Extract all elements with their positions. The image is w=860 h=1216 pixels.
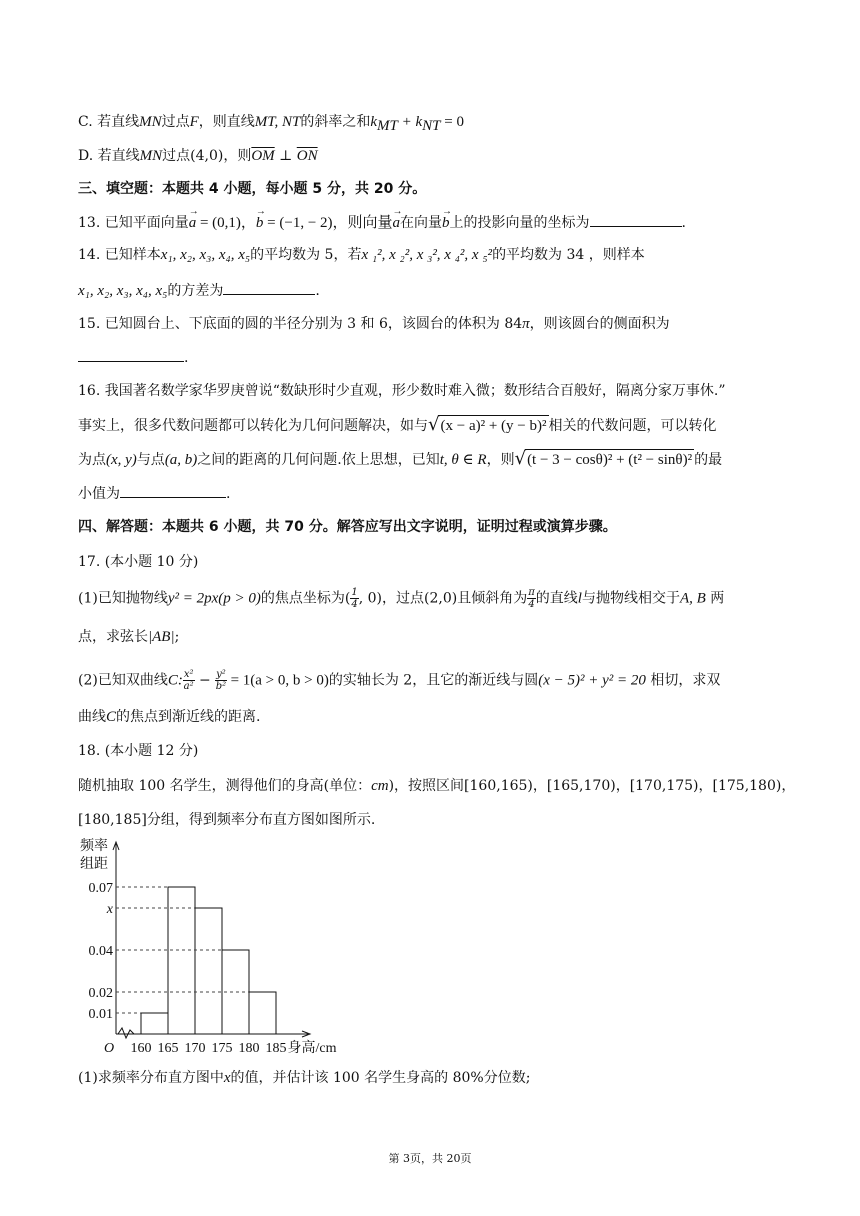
math: MN (139, 114, 162, 130)
y-tick-label: x (106, 902, 113, 917)
question-16-line2 (78, 415, 717, 436)
fraction: $\frac{\text{x²}}{\text{a²}}$ (183, 669, 194, 692)
text: ，过点(2,0)且倾斜角为 (382, 590, 528, 607)
text: D. 若直线 (78, 148, 140, 164)
text: 相关的代数问题，可以转化 (548, 418, 717, 434)
question-17: 17. (本小题 10 分) (78, 554, 199, 570)
sqrt-sign: √ (428, 414, 440, 435)
math: $\overline{OM}$ (251, 148, 275, 164)
math: (t − 3 − cosθ)² + (t² − sinθ)² (525, 449, 694, 470)
question-18-text (78, 776, 795, 796)
axis-break (118, 1028, 134, 1038)
math: = 0 (440, 114, 464, 130)
math: = 1(a > 0, b > 0) (226, 672, 329, 689)
text: 的最 (694, 452, 723, 468)
section-3-heading: 三、填空题：本题共 4 小题，每小题 5 分，共 20 分。 (78, 181, 427, 197)
y-tick-label: 0.02 (88, 986, 113, 1001)
math: (x − a)² + (y − b)² (438, 415, 548, 436)
fraction: $\frac{1}{4}$ (351, 587, 358, 610)
text: 的焦点坐标为 (260, 590, 345, 607)
math: + k (397, 114, 423, 130)
x-tick-label: 175 (211, 1041, 233, 1056)
x-tick-label: 160 (130, 1041, 152, 1056)
math: = (−1, − 2)，则向量 (263, 215, 393, 231)
math: NT (422, 117, 441, 134)
text: . (184, 350, 189, 366)
question-17-part2-cont (78, 707, 260, 727)
option-c (78, 112, 464, 136)
text: 的方差为 (167, 283, 224, 299)
question-18-text-cont: [180,185]分组，得到频率分布直方图如图所示. (78, 812, 376, 828)
text: . (315, 283, 320, 299)
text: . (681, 215, 686, 231)
answer-blank[interactable] (223, 280, 315, 295)
text: 与点 (136, 452, 165, 468)
text: 与抛物线相交于 (581, 590, 680, 607)
text: 小值为 (78, 486, 120, 502)
y-axis-label: 组距 (80, 857, 108, 872)
origin-label: O (104, 1041, 115, 1056)
question-15 (78, 314, 670, 334)
answer-blank[interactable] (78, 347, 184, 362)
math: t, θ ∈ R (439, 452, 487, 468)
question-13 (78, 212, 686, 233)
text: 的斜率之和 (300, 114, 371, 130)
math: A, B (679, 590, 706, 607)
text: 点，求弦长 (78, 629, 148, 645)
text: 随机抽取 100 名学生，测得他们的身高(单位： (78, 778, 372, 794)
text: 13. 已知平面向量 (78, 215, 189, 231)
text: ，则该圆台的侧面积为 (529, 316, 670, 332)
math: ⊥ (274, 148, 297, 164)
text: 的值，并估计该 100 名学生身高的 80%分位数; (230, 1070, 531, 1086)
text: 过点(4,0)，则 (162, 148, 252, 164)
y-tick-label: 0.01 (88, 1007, 113, 1022)
x-tick-label: 165 (157, 1041, 179, 1056)
math: x (223, 1070, 231, 1086)
answer-blank[interactable] (120, 483, 226, 498)
math: F (189, 114, 199, 130)
question-14-cont (78, 280, 320, 301)
math: |AB| (148, 629, 175, 645)
x-tick-label: 185 (265, 1041, 287, 1056)
math: → a (189, 213, 197, 233)
question-16-line3 (78, 449, 722, 470)
option-d (78, 146, 318, 166)
text: 在向量 (400, 215, 443, 231)
histogram-bar (195, 908, 222, 1034)
x-axis-label: 身高/cm (287, 1041, 337, 1056)
text: 过点 (161, 114, 190, 130)
question-18-part1 (78, 1068, 530, 1088)
text: 曲线 (78, 709, 106, 725)
question-17-part1-cont (78, 627, 179, 647)
text: 的直线 (535, 590, 578, 607)
text: C. 若直线 (78, 114, 140, 130)
math: C (106, 709, 117, 725)
y-axis-label: 频率 (80, 839, 108, 854)
question-16: 16. 我国著名数学家华罗庚曾说“数缺形时少直观，形少数时难入微；数形结合百般好，隔离分家万事休.” (78, 383, 726, 399)
fraction: $\frac{\pi}{4}$ (528, 587, 535, 610)
x-tick-label: 180 (238, 1041, 260, 1056)
text: 的实轴长为 2，且它的渐近线与圆 (328, 672, 539, 689)
y-tick-label: 0.04 (88, 944, 113, 959)
text: 的焦点到渐近线的距离. (116, 709, 261, 725)
text: 之间的距离的几何问题.依上思想，已知 (197, 452, 440, 468)
math: (a, b) (164, 452, 198, 468)
histogram-bar (141, 1013, 168, 1034)
question-18: 18. (本小题 12 分) (78, 743, 199, 759)
section-4-heading: 四、解答题：本题共 6 小题，共 70 分。解答应写出文字说明，证明过程或演算步骤。 (78, 519, 617, 535)
text: ，则直线 (198, 114, 255, 130)
text: 的平均数为 5，若 (250, 247, 362, 263)
question-17-part1: (1)已知抛物线y² = 2px(p > 0)的焦点坐标为( $\frac{1}{4}$ , 0)，过点(2,0)且倾斜角为 $\frac{\pi}{4}$ 的直线l与抛物线相交于A, B 两 (78, 587, 725, 610)
math: x₁, x₂, x₃, x₄, x₅ (160, 247, 251, 263)
answer-blank[interactable] (590, 212, 682, 227)
text: 为点 (78, 452, 106, 468)
math: y² = 2px(p > 0) (167, 590, 261, 607)
math: l (577, 590, 582, 607)
text: 相切，求双 (645, 672, 721, 689)
text: ; (174, 629, 180, 645)
question-16-line4 (78, 483, 230, 504)
text: )，按照区间[160,165)，[165,170)，[170,175)，[175,180)， (388, 778, 796, 794)
text: 15. 已知圆台上、下底面的圆的半径分别为 3 和 6，该圆台的体积为 84 (78, 316, 523, 332)
math: (x − 5)² + y² = 20 (538, 672, 646, 689)
math: x ₁², x ₂², x ₃², x ₄², x ₅² (361, 247, 493, 263)
text: (1)求频率分布直方图中 (78, 1070, 224, 1086)
math: → a (393, 213, 401, 233)
math: = (0,1)， (196, 215, 256, 231)
page-footer: 第 3页，共 20页 (388, 1152, 472, 1165)
math: cm (371, 778, 389, 794)
text: 事实上，很多代数问题都可以转化为几何问题解决，如与 (78, 418, 428, 434)
math: (x, y) (106, 452, 137, 468)
fraction: $\frac{\text{y²}}{\text{b²}}$ (215, 669, 227, 692)
text: 14. 已知样本 (78, 247, 161, 263)
math: → b (256, 213, 264, 233)
math: MT, NT (254, 114, 301, 130)
question-15-cont (78, 347, 188, 368)
text: . (226, 486, 231, 502)
math: → b (442, 213, 450, 233)
math: MT (377, 117, 398, 134)
x-tick-label: 170 (184, 1041, 206, 1056)
histogram-bar (168, 887, 195, 1034)
text: 两 (705, 590, 725, 607)
math: MN (139, 148, 163, 164)
math: π (522, 316, 530, 332)
histogram (76, 836, 376, 1058)
math: C: (167, 672, 183, 689)
question-14 (78, 245, 645, 265)
sqrt-sign: √ (514, 448, 527, 469)
math: k (370, 114, 378, 130)
math: $\overline{ON}$ (296, 148, 318, 164)
histogram-bar (249, 992, 276, 1034)
y-tick-label: 0.07 (88, 881, 113, 896)
text: (1)已知抛物线 (78, 590, 168, 607)
text: ，则 (486, 452, 515, 468)
text: (2)已知双曲线 (78, 672, 168, 689)
text: 上的投影向量的坐标为 (449, 215, 590, 231)
question-17-part2: (2)已知双曲线C: $\frac{\text{x²}}{\text{a²}}$ − $\frac{\text{y²}}{\text{b²}}$ = 1(a > 0, b > 0)的实轴长为 2，且它的渐近线与圆(x − 5)² + y² = 20 相切，求双 (78, 669, 721, 692)
math: x₁, x₂, x₃, x₄, x₅ (78, 283, 168, 299)
text: 的平均数为 34 ，则样本 (492, 247, 645, 263)
